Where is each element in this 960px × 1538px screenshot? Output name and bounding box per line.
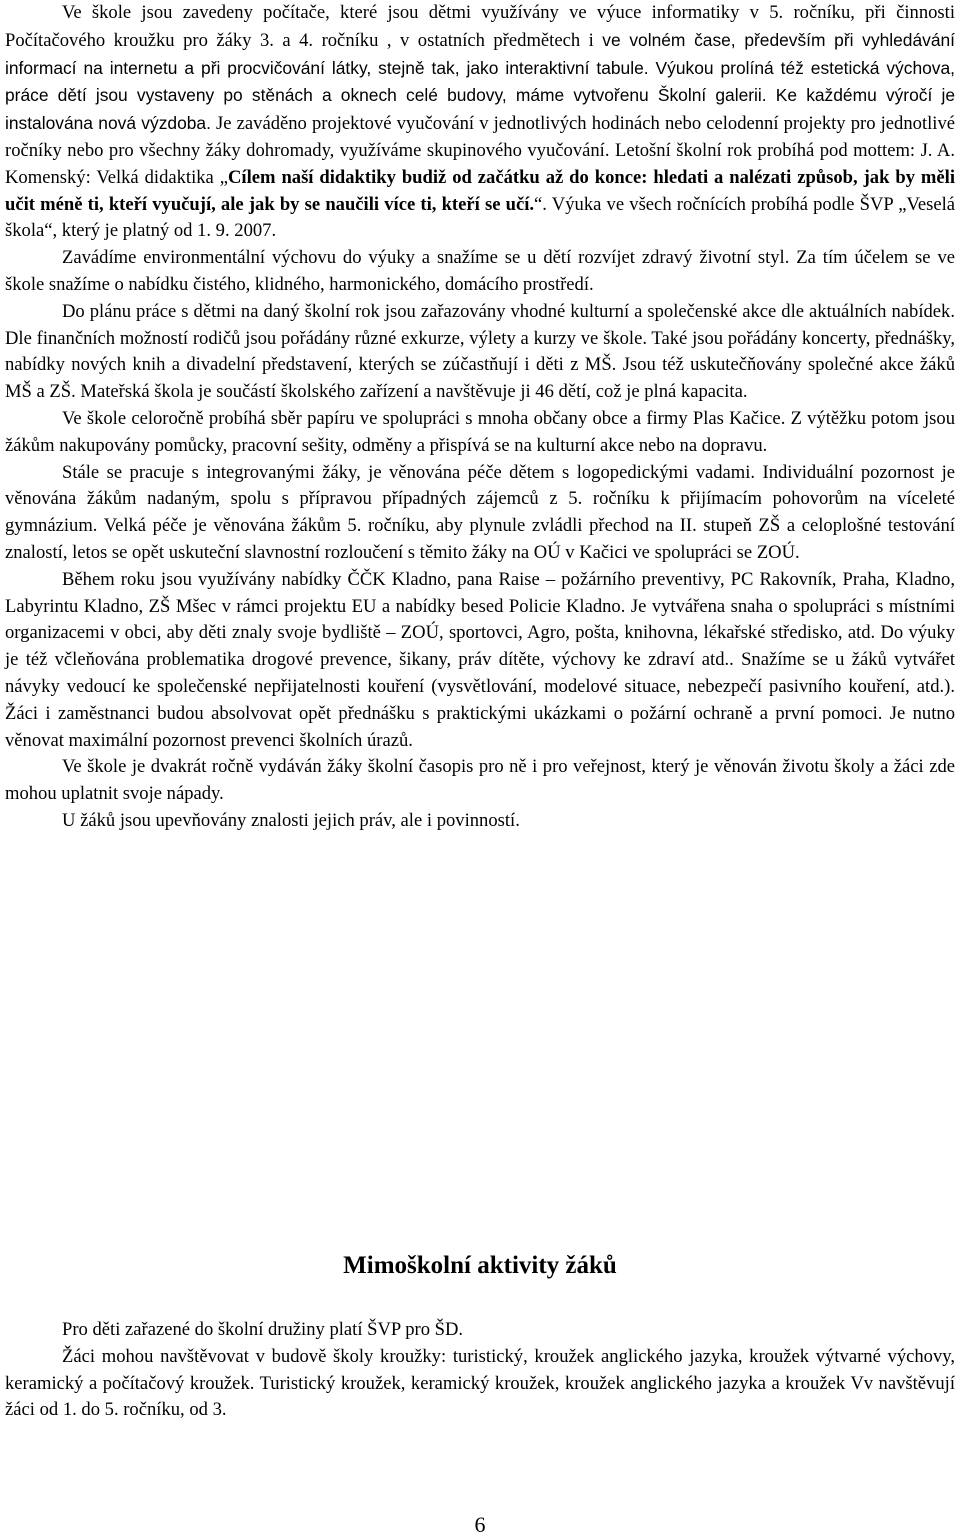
page-number: 6: [474, 1512, 486, 1537]
paragraph-computers: [5, 0, 955, 245]
extracurricular-text: [5, 1317, 955, 1424]
sentence-free-time: ve volném čase, především při vyhledávání informací na internetu a při procvičování látky, stejně tak, jako interaktivní tabule. Výukou prolíná též estetická výchova, práce dětí jsou vystaveny po stěnách a oknech celé budovy, máme vytvořenu Školní galerii. Ke každému výročí je instalována nová výzdoba.: [5, 29, 955, 134]
paragraph-integration: Stále se pracuje s integrovanými žáky, je věnována péče dětem s logopedickými vadami. Individuální pozornost je věnována žákům nadaným, spolu s přípravou případných zájemců z 5. ročníku k přijímacím pohovorům na víceleté gymnázium. Velká péče je věnována žákům 5. ročníku, aby plynule zvládli přechod na II. stupeň ZŠ a celoplošné testování znalostí, letos se opět uskuteční slavnostní rozloučení s těmito žáky na OÚ v Kačici ve spolupráci se ZOÚ.: [5, 461, 955, 563]
paragraph-after-school: Pro děti zařazené do školní družiny platí ŠVP pro ŠD.: [62, 1319, 464, 1340]
sentence-svp: “. Výuka ve všech ročnících probíhá podle ŠVP „Veselá škola“, který je platný od 1. 9. 2007.: [5, 193, 955, 242]
paragraph-offers: Během roku jsou využívány nabídky ČČK Kladno, pana Raise – požárního preventivy, PC Rakovník, Praha, Kladno, Labyrintu Kladno, ZŠ Mšec v rámci projektu EU a nabídky besed Policie Kladno. Je vytvářena snaha o spolupráci s místními organizacemi v obci, aby děti znaly svoje bydliště – ZOÚ, sportovci, Agro, pošta, knihovna, lékařské středisko, atd. Do výuky je též včleňována problematika drogové prevence, šikany, práv dítěte, výchovy ke zdraví atd.. Snažíme se u žáků vytvářet návyky vedoucí ke společenské nepřijatelnosti kouření (vysvětlování, modelové situace, nebezpečí pasivního kouření, atd.). Žáci i zaměstnanci budou absolvovat opět přednášku s praktickými ukázkami o požární ochraně a první pomoci. Je nutno věnovat maximální pozornost prevenci školních úrazů.: [5, 568, 955, 751]
section-heading: Mimoškolní aktivity žáků: [343, 1252, 617, 1279]
sentence-projects: Je zaváděno projektové vyučování v jednotlivých hodinách nebo celodenní projekty pro jednotlivé ročníky nebo pro všechny žáky dohromady, využíváme skupinového vyučování.: [5, 113, 955, 161]
paragraph-environment: Zavádíme environmentální výchovu do výuky a snažíme se u dětí rozvíjet zdravý životní styl. Za tím účelem se ve škole snažíme o nabídku čistého, klidného, harmonického, domácího prostředí.: [5, 247, 955, 295]
paragraph-magazine: Ve škole je dvakrát ročně vydáván žáky školní časopis pro ně i pro veřejnost, který je věnován životu školy a žáci zde mohou uplatnit svoje nápady.: [5, 756, 955, 805]
paragraph-clubs: Žáci mohou navštěvovat v budově školy kroužky: turistický, kroužek anglického jazyka, kroužek výtvarné výchovy, keramický a počítačový kroužek. Turistický kroužek, keramický kroužek, kroužek anglického jazyka a kroužek Vv navštěvují žáci od 1. do 5. ročníku, od 3.: [5, 1345, 955, 1421]
sentence-computers: Ve škole jsou zavedeny počítače, které jsou dětmi využívány ve výuce informatiky v 5. ročníku, při činnosti Počítačového kroužku pro žáky 3. a 4. ročníku , v ostatních předmětech i: [5, 2, 955, 51]
sentence-motto: Letošní školní rok probíhá pod mottem: J. A. Komenský: Velká didaktika „: [5, 139, 955, 188]
paragraph-rights: U žáků jsou upevňovány znalosti jejich práv, ale i povinností.: [62, 809, 520, 831]
motto-quote: Cílem naší didaktiky budiž od začátku až do konce: hledati a nalézati způsob, jak by měli učit méně ti, kteří vyučují, ale jak by se naučili více ti, kteří se učí.: [5, 166, 956, 215]
paragraph-culture: Do plánu práce s dětmi na daný školní rok jsou zařazovány vhodné kulturní a společenské akce dle aktuálních nabídek. Dle finančních možností rodičů jsou pořádány různé exkurze, výlety a kurzy ve škole. Také jsou pořádány koncerty, přednášky, nabídky nových knih a divadelní představení, kterých se zúčastňují i děti z MŠ. Jsou též uskutečňovány společné akce žáků MŠ a ZŠ. Mateřská škola je součástí školského zařízení a navštěvuje ji 46 dětí, což je plná kapacita.: [5, 300, 955, 403]
paragraph-paper-collection: Ve škole celoročně probíhá sběr papíru ve spolupráci s mnoha občany obce a firmy Plas Kačice. Z výtěžku potom jsou žákům nakupovány pomůcky, pracovní sešity, odměny a přispívá se na kulturní akce nebo na dopravu.: [5, 407, 955, 456]
main-text: [5, 0, 955, 835]
